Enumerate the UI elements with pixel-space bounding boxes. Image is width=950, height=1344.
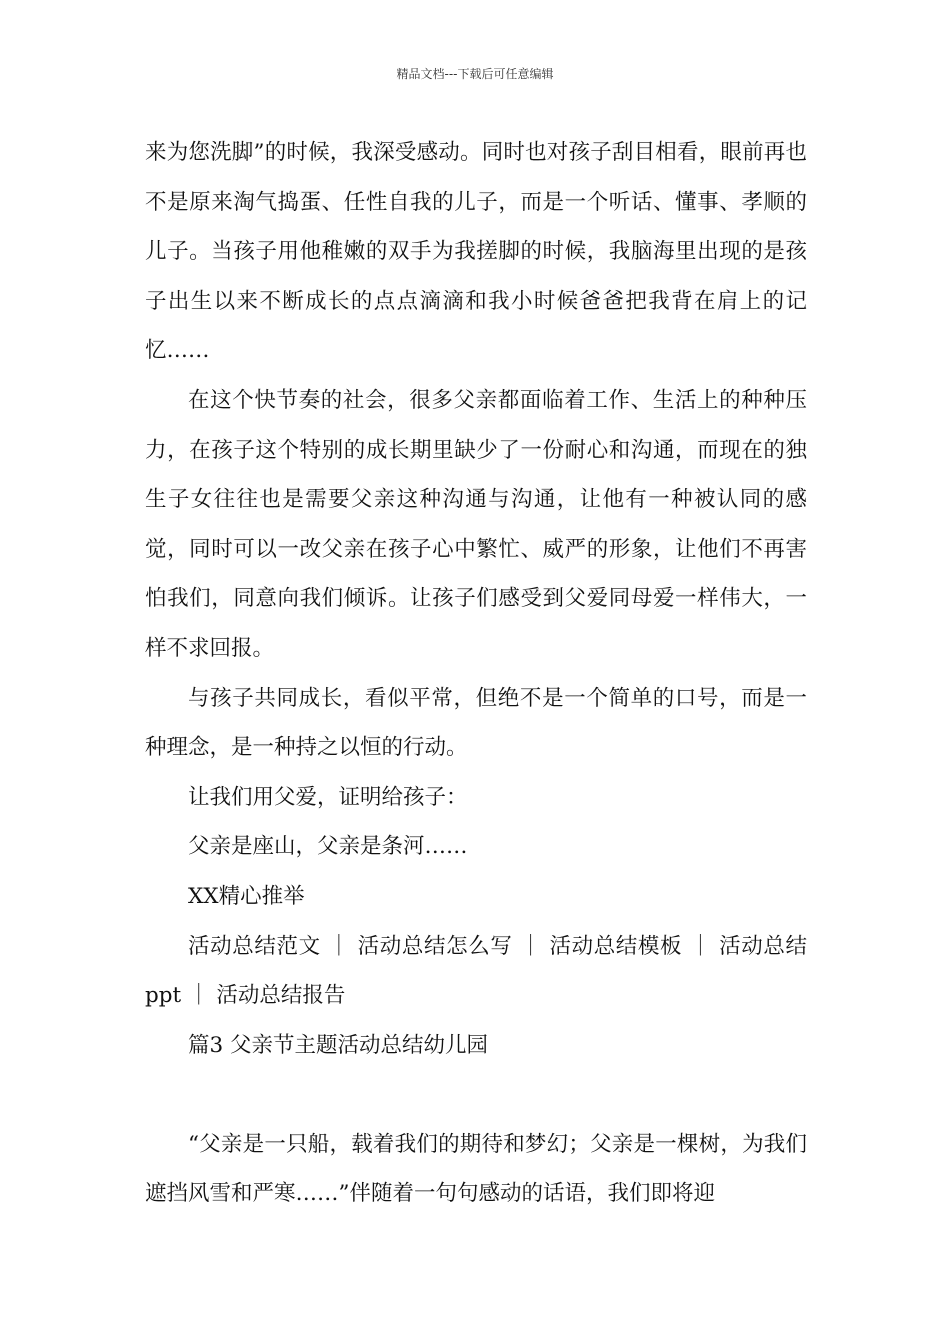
blank-line bbox=[145, 1070, 807, 1120]
paragraph-recommend: XX精心推举 bbox=[188, 883, 305, 909]
page-header: 精品文档---下载后可任意编辑 bbox=[396, 67, 554, 81]
section-title: 篇3 父亲节主题活动总结幼儿园 bbox=[188, 1032, 489, 1058]
related-links[interactable]: 活动总结范文 ｜ 活动总结怎么写 ｜ 活动总结模板 ｜ 活动总结ppt ｜ 活动总结报告 bbox=[145, 933, 807, 1009]
paragraph-grow-together: 与孩子共同成长，看似平常，但绝不是一个简单的口号，而是一种理念，是一种持之以恒的行动。 bbox=[145, 685, 807, 761]
paragraph-prove-love: 让我们用父爱，证明给孩子： bbox=[188, 784, 468, 810]
paragraph-continuation: 来为您洗脚”的时候，我深受感动。同时也对孩子刮目相看，眼前再也不是原来淘气捣蛋、任性自我的儿子，而是一个听话、懂事、孝顺的儿子。当孩子用他稚嫩的双手为我搓脚的时候，我脑海里出现的是孩子出生以来不断成长的点点滴滴和我小时候爸爸把我背在肩上的记忆…… bbox=[145, 140, 807, 364]
document-body bbox=[145, 128, 807, 1219]
paragraph-father-mountain: 父亲是座山，父亲是条河…… bbox=[188, 834, 468, 860]
paragraph-society: 在这个快节奏的社会，很多父亲都面临着工作、生活上的种种压力，在孩子这个特别的成长期里缺少了一份耐心和沟通，而现在的独生子女往往也是需要父亲这种沟通与沟通，让他有一种被认同的感觉，同时可以一改父亲在孩子心中繁忙、威严的形象，让他们不再害怕我们，同意向我们倾诉。让孩子们感受到父爱同母爱一样伟大，一样不求回报。 bbox=[145, 387, 807, 661]
paragraph-father-ship: “父亲是一只船，载着我们的期待和梦幻；父亲是一棵树，为我们遮挡风雪和严寒……”伴随着一句句感动的话语，我们即将迎 bbox=[145, 1131, 807, 1207]
